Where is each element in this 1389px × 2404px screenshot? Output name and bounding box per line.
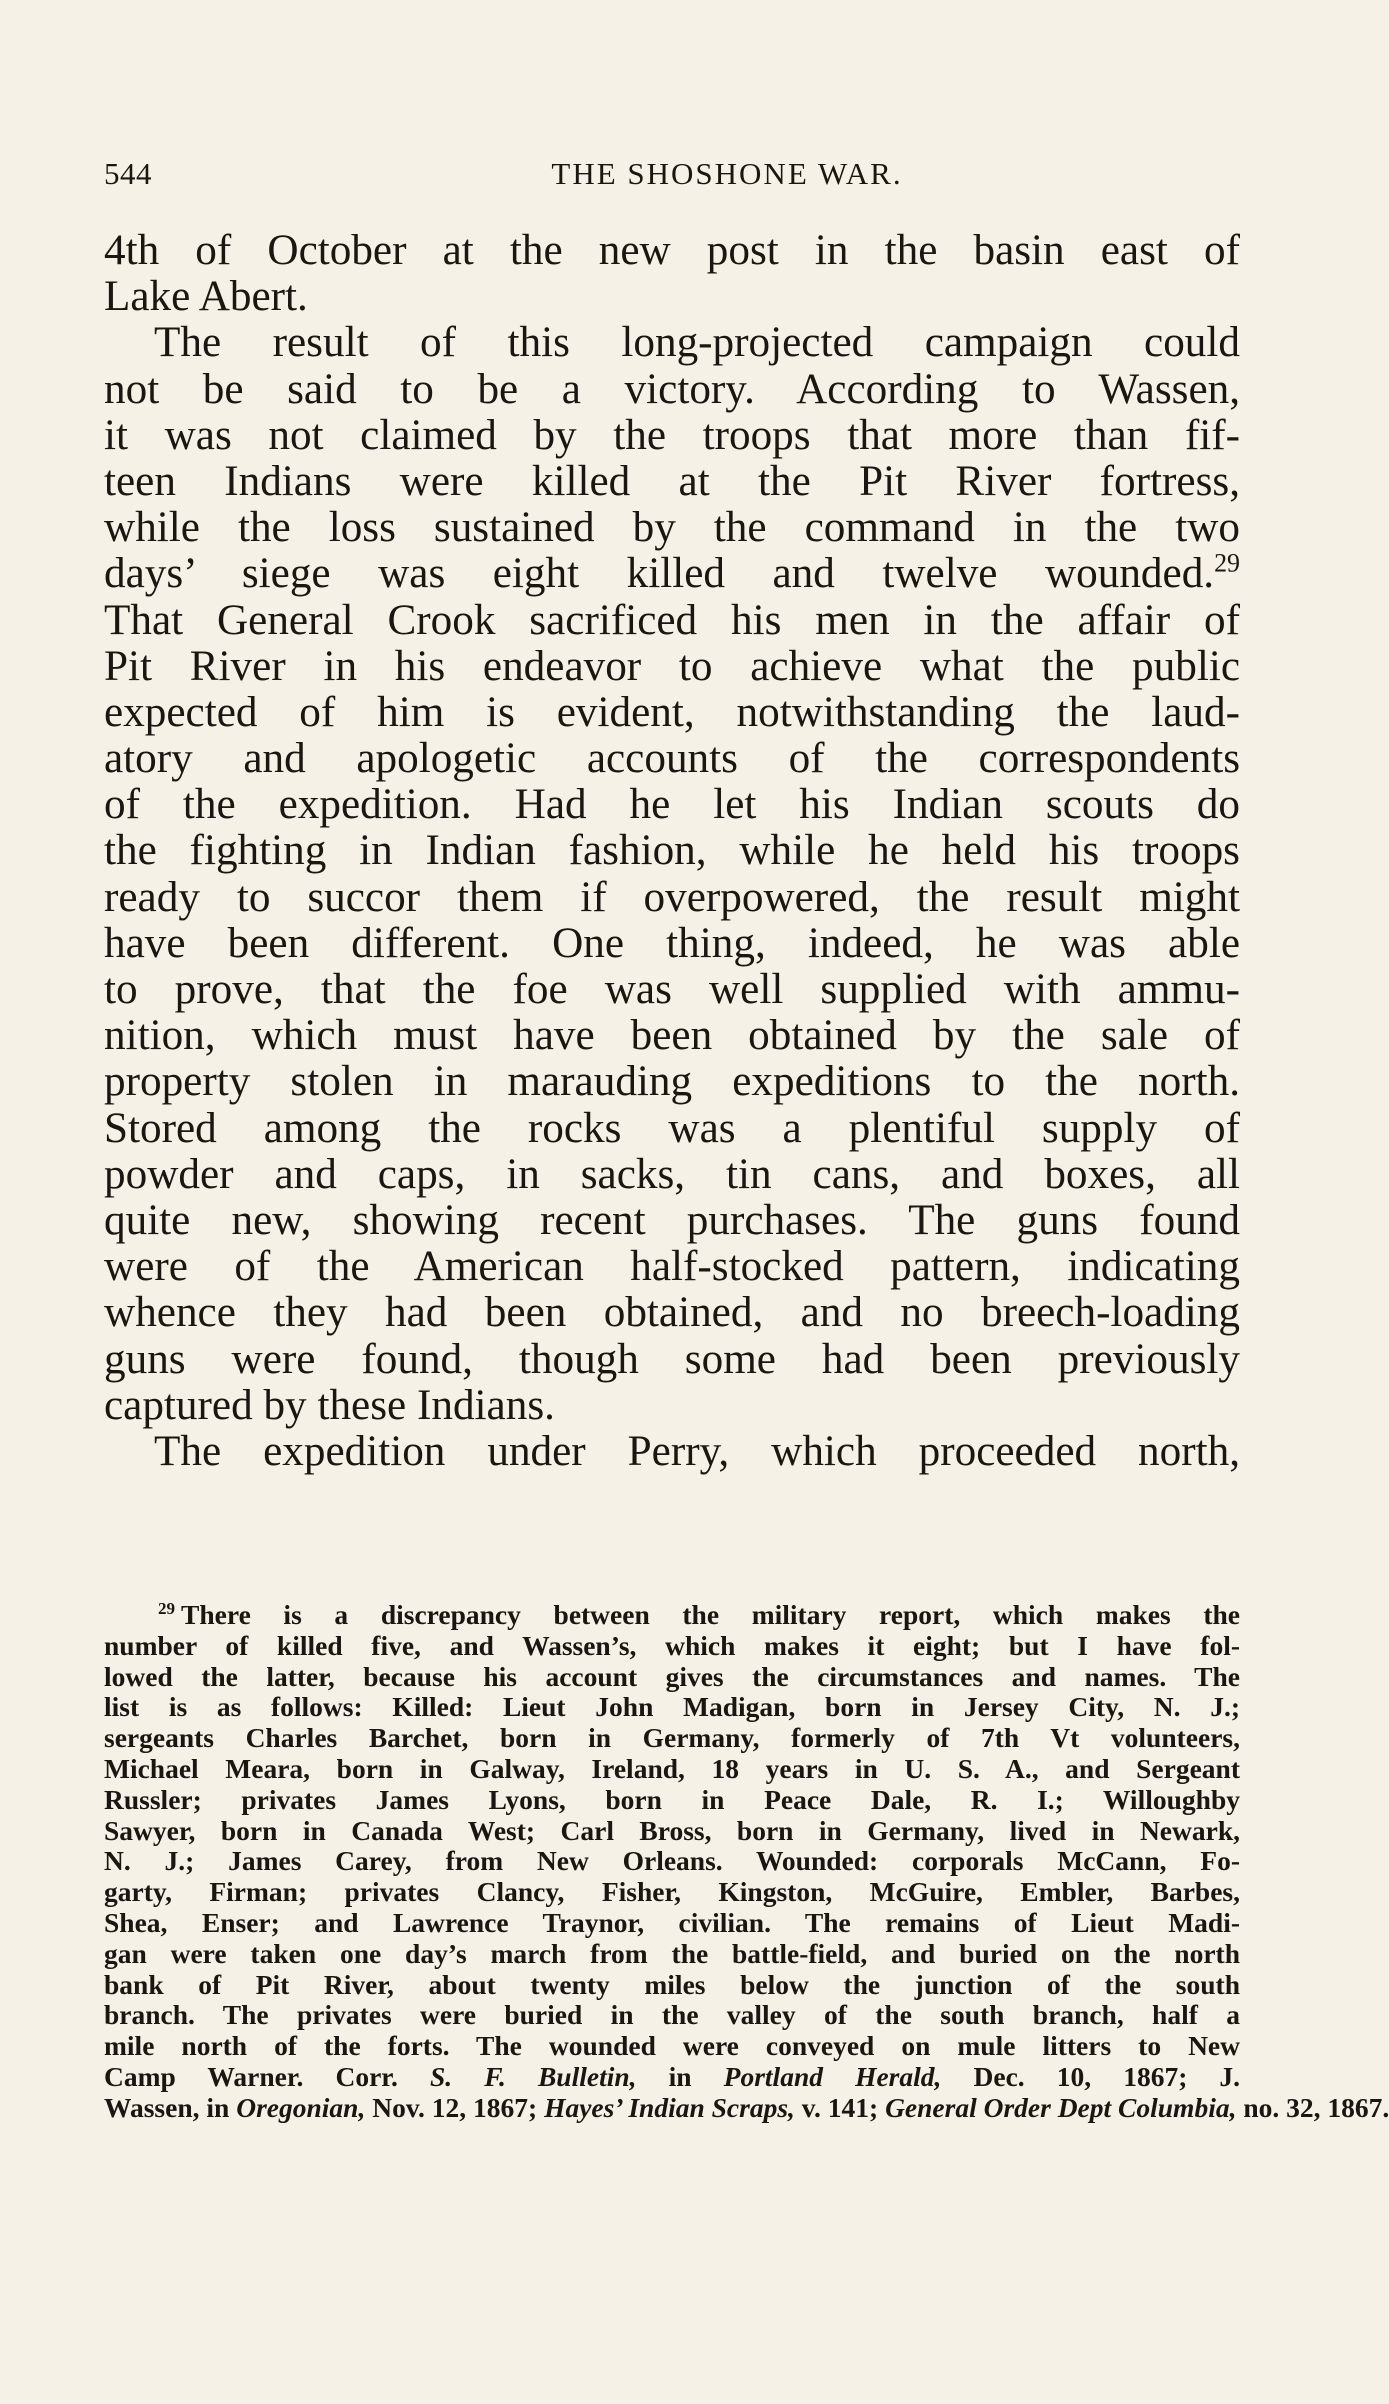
body-line: guns were found, though some had been previously (104, 1335, 1240, 1383)
body-line: Pit River in his endeavor to achieve what the public (104, 642, 1240, 690)
body-line: to prove, that the foe was well supplied with ammu- (104, 966, 1240, 1013)
citation-title: S. F. Bulletin, (429, 2060, 637, 2092)
citation-title: General Order Dept Columbia, (885, 2091, 1237, 2123)
footnote-line: sergeants Charles Barchet, born in Germany, formerly of 7th Vt volunteers, (104, 1722, 1240, 1754)
footnote-marker: 29 (158, 1598, 176, 1618)
citation-text: Dec. 10, 1867; J. (973, 2060, 1241, 2092)
footnote-line-with-marker (104, 1600, 1240, 1631)
body-text (104, 228, 1240, 1475)
body-line-with-note (104, 548, 1240, 598)
body-line: Lake Abert. (104, 273, 308, 321)
body-line: captured by these Indians. (104, 1381, 555, 1429)
body-line: have been different. One thing, indeed, he was able (104, 919, 1240, 967)
body-line: 4th of October at the new post in the basin east of (104, 227, 1240, 274)
page-number: 544 (104, 156, 152, 191)
citation-title: Portland Herald, (723, 2060, 942, 2092)
citation-title: Oregonian, (236, 2091, 366, 2123)
running-title: THE SHOSHONE WAR. (551, 156, 903, 191)
body-line: expected of him is evident, notwithstanding the laud- (104, 688, 1240, 736)
body-line: nition, which must have been obtained by the sale of (104, 1012, 1240, 1060)
footnote-citation-line (104, 2062, 1240, 2093)
body-line: it was not claimed by the troops that more than fif- (104, 411, 1240, 459)
body-line: quite new, showing recent purchases. The guns found (104, 1196, 1240, 1244)
body-line: atory and apologetic accounts of the correspondents (104, 735, 1240, 783)
body-line: teen Indians were killed at the Pit River fortress, (104, 457, 1240, 505)
footnote (104, 1598, 1389, 2124)
footnote-line: Russler; privates James Lyons, born in Peace Dale, R. I.; Willoughby (104, 1783, 1240, 1815)
footnote-line: garty, Firman; privates Clancy, Fisher, Kingston, McGuire, Embler, Barbes, (104, 1876, 1240, 1908)
body-line: the fighting in Indian fashion, while he held his troops (104, 827, 1240, 875)
footnote-reference[interactable]: 29 (1214, 548, 1240, 578)
body-line: while the loss sustained by the command in the two (104, 504, 1240, 552)
footnote-line: bank of Pit River, about twenty miles below the junction of the south (104, 1968, 1240, 2000)
body-line: That General Crook sacrificed his men in the affair of (104, 596, 1240, 644)
body-line: property stolen in marauding expeditions to the north. (104, 1058, 1240, 1106)
citation-text: in (668, 2060, 692, 2092)
body-line: not be said to be a victory. According to Wassen, (104, 365, 1240, 413)
body-line: of the expedition. Had he let his Indian scouts do (104, 781, 1240, 829)
footnote-line: N. J.; James Carey, from New Orleans. Wounded: corporals McCann, Fo- (104, 1845, 1240, 1877)
footnote-line: branch. The privates were buried in the valley of the south branch, half a (104, 1999, 1240, 2031)
body-line: ready to succor them if overpowered, the result might (104, 873, 1240, 921)
body-line: powder and caps, in sacks, tin cans, and boxes, all (104, 1150, 1240, 1198)
footnote-line: Michael Meara, born in Galway, Ireland, 18 years in U. S. A., and Sergeant (104, 1752, 1240, 1784)
running-head (104, 156, 1240, 200)
citation-text: no. 32, 1867. (1243, 2091, 1389, 2123)
body-line: The result of this long-projected campaign could (154, 319, 1240, 367)
citation-text: Camp Warner. Corr. (104, 2060, 398, 2092)
citation-text: Wassen, in (104, 2091, 230, 2123)
footnote-line-text: There is a discrepancy between the military report, which makes the (181, 1599, 1240, 1630)
footnote-citation-line (104, 2091, 1389, 2124)
footnote-line: mile north of the forts. The wounded were conveyed on mule litters to New (104, 2030, 1240, 2062)
footnote-line: Sawyer, born in Canada West; Carl Bross, born in Germany, lived in Newark, (104, 1814, 1240, 1846)
citation-text: Nov. 12, 1867; (372, 2091, 538, 2123)
body-line: Stored among the rocks was a plentiful supply of (104, 1104, 1240, 1152)
body-line: whence they had been obtained, and no breech-loading (104, 1289, 1240, 1337)
footnote-line: number of killed five, and Wassen’s, which makes it eight; but I have fol- (104, 1629, 1240, 1661)
citation-title: Hayes’ Indian Scraps, (544, 2091, 795, 2123)
footnote-line: lowed the latter, because his account gives the circumstances and names. The (104, 1660, 1240, 1692)
footnote-line: list is as follows: Killed: Lieut John Madigan, born in Jersey City, N. J.; (104, 1691, 1240, 1723)
body-line: The expedition under Perry, which proceeded north, (154, 1427, 1240, 1475)
citation-text: v. 141; (801, 2091, 879, 2123)
body-line: were of the American half-stocked pattern, indicating (104, 1243, 1240, 1291)
body-line-text: days’ siege was eight killed and twelve wounded. (104, 550, 1215, 598)
footnote-line: Shea, Enser; and Lawrence Traynor, civilian. The remains of Lieut Madi- (104, 1906, 1240, 1938)
footnote-line: gan were taken one day’s march from the battle-field, and buried on the north (104, 1937, 1240, 1969)
